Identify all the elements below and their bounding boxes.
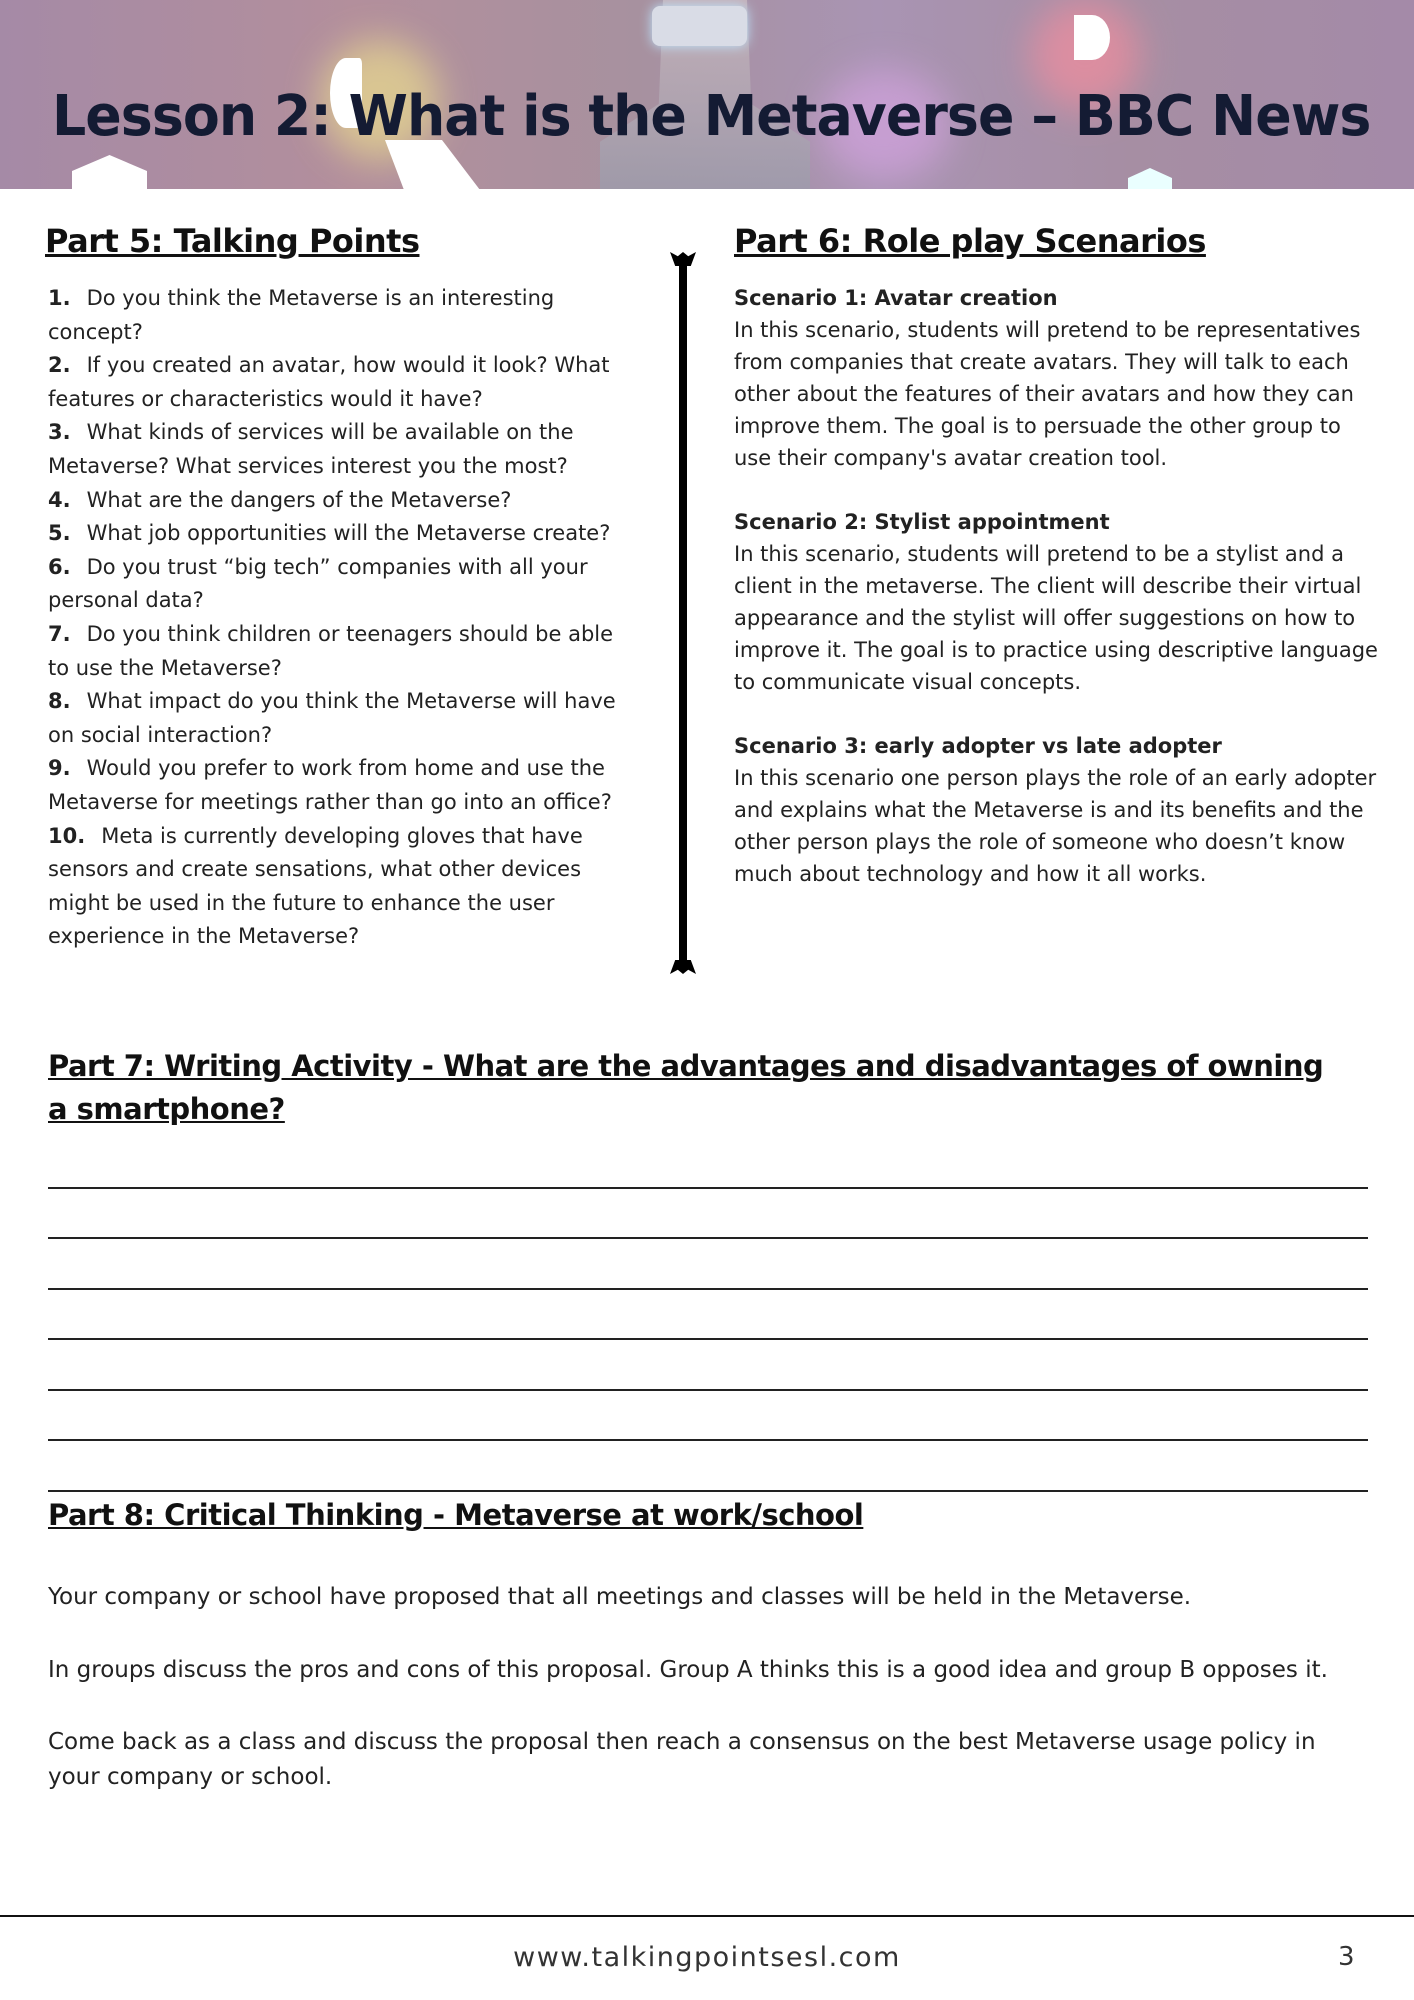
scenario-2: [734, 506, 1384, 698]
page-number: 3: [1338, 1942, 1355, 1972]
part8-body: [48, 1580, 1348, 1832]
footer-divider: [0, 1915, 1414, 1917]
footer-url: www.talkingpointsesl.com: [513, 1942, 901, 1973]
item-text: What are the dangers of the Metaverse?: [86, 487, 512, 512]
item-number: 2.: [48, 353, 71, 378]
list-item: [48, 685, 638, 752]
header-banner: [0, 0, 1414, 189]
talking-points-list: [48, 282, 638, 954]
list-item: [48, 416, 638, 483]
item-text: Would you prefer to work from home and use the Metaverse for meetings rather than go into an office?: [48, 756, 612, 814]
list-item: [48, 349, 638, 416]
scenario-text: In this scenario, students will pretend to be representatives from companies that create avatars. They will talk to each other about the features of their avatars and how they can improve them. The goal is to persuade the other group to use their company's avatar creation tool.: [734, 318, 1361, 470]
item-number: 1.: [48, 286, 71, 310]
vr-headset-image: [652, 6, 747, 46]
writing-lines[interactable]: [48, 1138, 1368, 1492]
scenarios-list: [734, 282, 1384, 922]
scenario-title: Scenario 2: Stylist appointment: [734, 510, 1110, 534]
list-item: [48, 551, 638, 618]
writing-line[interactable]: [48, 1391, 1368, 1442]
writing-line[interactable]: [48, 1340, 1368, 1391]
writing-line[interactable]: [48, 1189, 1368, 1240]
scenario-3: [734, 730, 1384, 890]
list-item: [48, 282, 638, 349]
scenario-title: Scenario 3: early adopter vs late adopter: [734, 734, 1222, 758]
part6-heading: Part 6: Role play Scenarios: [734, 222, 1206, 260]
item-number: 4.: [48, 487, 71, 512]
writing-line[interactable]: [48, 1239, 1368, 1290]
scenario-title: Scenario 1: Avatar creation: [734, 286, 1058, 310]
item-number: 5.: [48, 521, 71, 546]
column-divider: [679, 256, 687, 968]
writing-line[interactable]: [48, 1290, 1368, 1341]
paragraph: Come back as a class and discuss the proposal then reach a consensus on the best Metaverse usage policy in your company or school.: [48, 1729, 1316, 1790]
scenario-text: In this scenario, students will pretend to be a stylist and a client in the metaverse. The client will describe their virtual appearance and the stylist will offer suggestions on how to improve it. The goal is to practice using descriptive language to communicate visual concepts.: [734, 542, 1378, 694]
item-text: If you created an avatar, how would it look? What features or characteristics would it have?: [48, 353, 610, 411]
part8-heading: Part 8: Critical Thinking - Metaverse at work/school: [48, 1498, 864, 1532]
item-number: 7.: [48, 621, 71, 646]
item-text: Do you trust “big tech” companies with all your personal data?: [48, 554, 588, 613]
item-number: 10.: [48, 823, 86, 848]
item-number: 6.: [48, 554, 71, 579]
item-number: 8.: [48, 689, 71, 714]
item-number: 3.: [48, 420, 71, 445]
list-item: [48, 484, 638, 518]
shape-decoration: [1074, 15, 1110, 60]
list-item: [48, 752, 638, 819]
paragraph: Your company or school have proposed that all meetings and classes will be held in the Metaverse.: [48, 1584, 1192, 1610]
divider-cap-bottom: [670, 960, 696, 974]
shape-decoration: [72, 155, 147, 189]
scenario-1: [734, 282, 1384, 474]
item-text: What impact do you think the Metaverse will have on social interaction?: [48, 689, 616, 747]
list-item: [48, 618, 638, 685]
part7-heading: Part 7: Writing Activity - What are the advantages and disadvantages of owning a smartphone?: [48, 1049, 1324, 1126]
item-text: Do you think the Metaverse is an interesting concept?: [48, 286, 555, 344]
list-item: [48, 820, 638, 954]
writing-line[interactable]: [48, 1138, 1368, 1189]
shape-decoration: [1128, 168, 1172, 189]
item-text: Do you think children or teenagers should be able to use the Metaverse?: [48, 621, 614, 680]
item-number: 9.: [48, 756, 71, 781]
list-item: [48, 517, 638, 551]
scenario-text: In this scenario one person plays the role of an early adopter and explains what the Metaverse is and its benefits and the other person plays the role of someone who doesn’t know much about technology and how it all works.: [734, 766, 1377, 886]
paragraph: In groups discuss the pros and cons of this proposal. Group A thinks this is a good idea and group B opposes it.: [48, 1656, 1328, 1683]
item-text: Meta is currently developing gloves that have sensors and create sensations, what other devices might be used in the future to enhance the user experience in the Metaverse?: [48, 823, 583, 949]
item-text: What kinds of services will be available on the Metaverse? What services interest you the most?: [48, 420, 574, 478]
item-text: What job opportunities will the Metaverse create?: [86, 521, 611, 546]
part5-heading: Part 5: Talking Points: [45, 222, 420, 260]
writing-line[interactable]: [48, 1441, 1368, 1492]
page-title: Lesson 2: What is the Metaverse – BBC News: [52, 84, 1371, 149]
